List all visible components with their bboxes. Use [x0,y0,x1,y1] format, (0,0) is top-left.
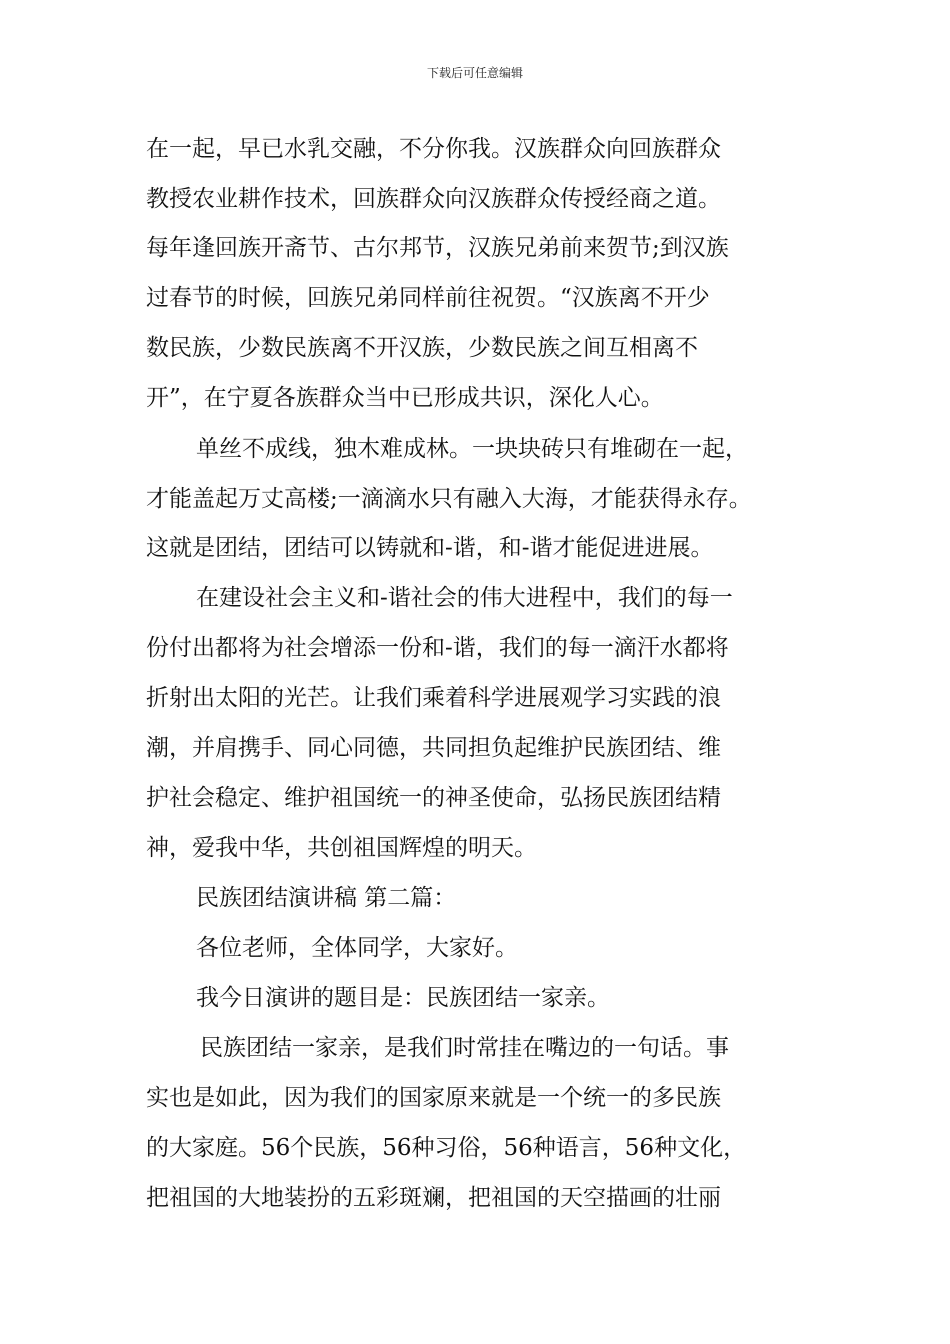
body-line: 数民族，少数民族离不开汉族，少数民族之间互相离不 [146,335,698,361]
body-line: 过春节的时候，回族兄弟同样前往祝贺。“汉族离不开少 [146,285,710,311]
body-line: 护社会稳定、维护祖国统一的神圣使命，弘扬民族团结精 [146,785,721,811]
body-line: 在一起，早已水乳交融，不分你我。汉族群众向回族群众 [146,136,721,162]
body-line: 开”，在宁夏各族群众当中已形成共识，深化人心。 [146,385,664,411]
body-line: 潮，并肩携手、同心同德，共同担负起维护民族团结、维 [146,735,721,761]
body-line: 在建设社会主义和-谐社会的伟大进程中，我们的每一 [196,585,733,611]
body-line: 神，爱我中华，共创祖国辉煌的明天。 [146,835,537,861]
section-heading: 民族团结演讲稿 第二篇： [196,885,457,911]
body-line: 每年逢回族开斋节、古尔邦节，汉族兄弟前来贺节;到汉族 [146,235,729,261]
body-line: 民族团结一家亲，是我们时常挂在嘴边的一句话。事 [200,1035,729,1061]
body-line: 这就是团结，团结可以铸就和-谐，和-谐才能促进进展。 [146,535,714,561]
body-line: 单丝不成线，独木难成林。一块块砖只有堆砌在一起， [196,436,748,462]
body-line: 份付出都将为社会增添一份和-谐，我们的每一滴汗水都将 [146,635,729,661]
body-line: 各位老师，全体同学，大家好。 [196,935,518,961]
body-line: 才能盖起万丈高楼;一滴滴水只有融入大海，才能获得永存。 [146,486,752,512]
body-line: 把祖国的大地装扮的五彩斑斓，把祖国的天空描画的壮丽 [146,1185,721,1211]
body-line: 的大家庭。56个民族，56种习俗，56种语言，56种文化， [146,1135,747,1161]
body-line: 教授农业耕作技术，回族群众向汉族群众传授经商之道。 [146,186,721,212]
body-line: 实也是如此，因为我们的国家原来就是一个统一的多民族 [146,1085,721,1111]
body-line: 我今日演讲的题目是：民族团结一家亲。 [196,985,610,1011]
body-line: 折射出太阳的光芒。让我们乘着科学进展观学习实践的浪 [146,685,721,711]
page-header: 下载后可任意编辑 [426,66,523,80]
